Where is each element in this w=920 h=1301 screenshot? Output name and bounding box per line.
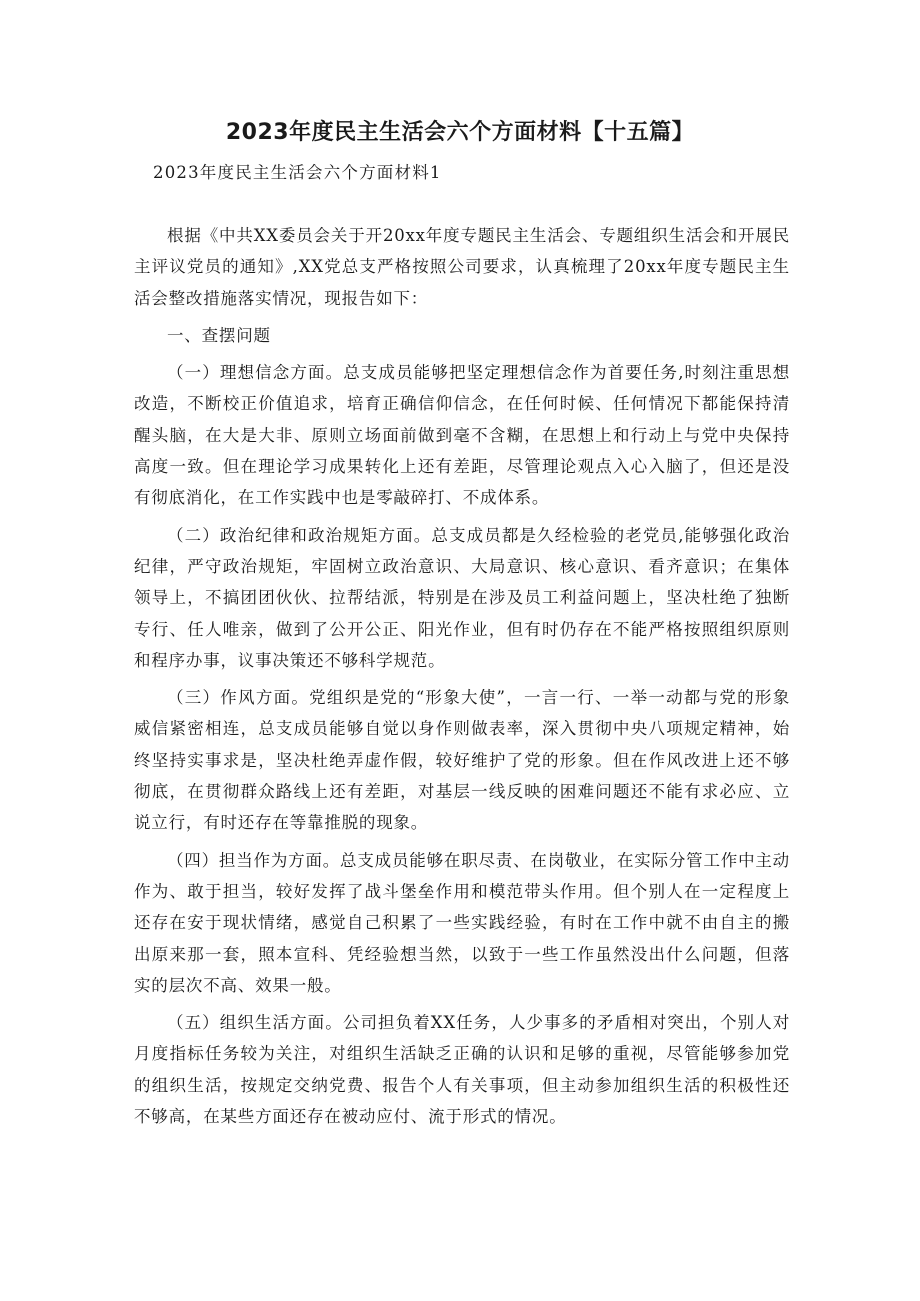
- section-heading: 一、查摆问题: [167, 325, 271, 345]
- paragraph-organizational-life: （五）组织生活方面。公司担负着XX任务，人少事多的矛盾相对突出，个别人对月度指标任务较为关注，对组织生活缺乏正确的认识和足够的重视，尽管能够参加党的组织生活，按规定交纳党费、报告个人有关事项，但主动参加组织生活的积极性还不够高，在某些方面还存在被动应付、流于形式的情况。: [134, 1013, 790, 1127]
- document-subtitle: 2023年度民主生活会六个方面材料1: [153, 163, 442, 182]
- paragraph-work-style: （三）作风方面。党组织是党的“形象大使”，一言一行、一举一动都与党的形象威信紧密相连，总支成员能够自觉以身作则做表率，深入贯彻中央八项规定精神，始终坚持实事求是，坚决杜绝弄虚作假，较好维护了党的形象。但在作风改进上还不够彻底，在贯彻群众路线上还有差距，对基层一线反映的困难问题还不能有求必应、立说立行，有时还存在等靠推脱的现象。: [134, 688, 790, 833]
- paragraph-political-discipline: （二）政治纪律和政治规矩方面。总支成员都是久经检验的老党员,能够强化政治纪律，严守政治规矩，牢固树立政治意识、大局意识、核心意识、看齐意识；在集体领导上，不搞团团伙伙、拉帮结派，特别是在涉及员工利益问题上，坚决杜绝了独断专行、任人唯亲，做到了公开公正、阳光作业，但有时仍存在不能严格按照组织原则和程序办事，议事决策还不够科学规范。: [134, 525, 790, 670]
- document-title: 2023年度民主生活会六个方面材料【十五篇】: [225, 120, 695, 145]
- paragraph-ideals-beliefs: （一）理想信念方面。总支成员能够把坚定理想信念作为首要任务,时刻注重思想改造，不断校正价值追求，培育正确信仰信念，在任何时候、任何情况下都能保持清醒头脑，在大是大非、原则立场面前做到毫不含糊，在思想上和行动上与党中央保持高度一致。但在理论学习成果转化上还有差距，尽管理论观点入心入脑了，但还是没有彻底消化，在工作实践中也是零敲碎打、不成体系。: [134, 363, 790, 508]
- document-body: [134, 220, 790, 1138]
- paragraph-intro: 根据《中共XX委员会关于开20xx年度专题民主生活会、专题组织生活会和开展民主评议党员的通知》,XX党总支严格按照公司要求，认真梳理了20xx年度专题民主生活会整改措施落实情况，现报告如下：: [134, 226, 790, 308]
- paragraph-responsibility: （四）担当作为方面。总支成员能够在职尽责、在岗敬业，在实际分管工作中主动作为、敢于担当，较好发挥了战斗堡垒作用和模范带头作用。但个别人在一定程度上还存在安于现状情绪，感觉自己积累了一些实践经验，有时在工作中就不由自主的搬出原来那一套，照本宣科、凭经验想当然，以致于一些工作虽然没出什么问题，但落实的层次不高、效果一般。: [134, 850, 790, 995]
